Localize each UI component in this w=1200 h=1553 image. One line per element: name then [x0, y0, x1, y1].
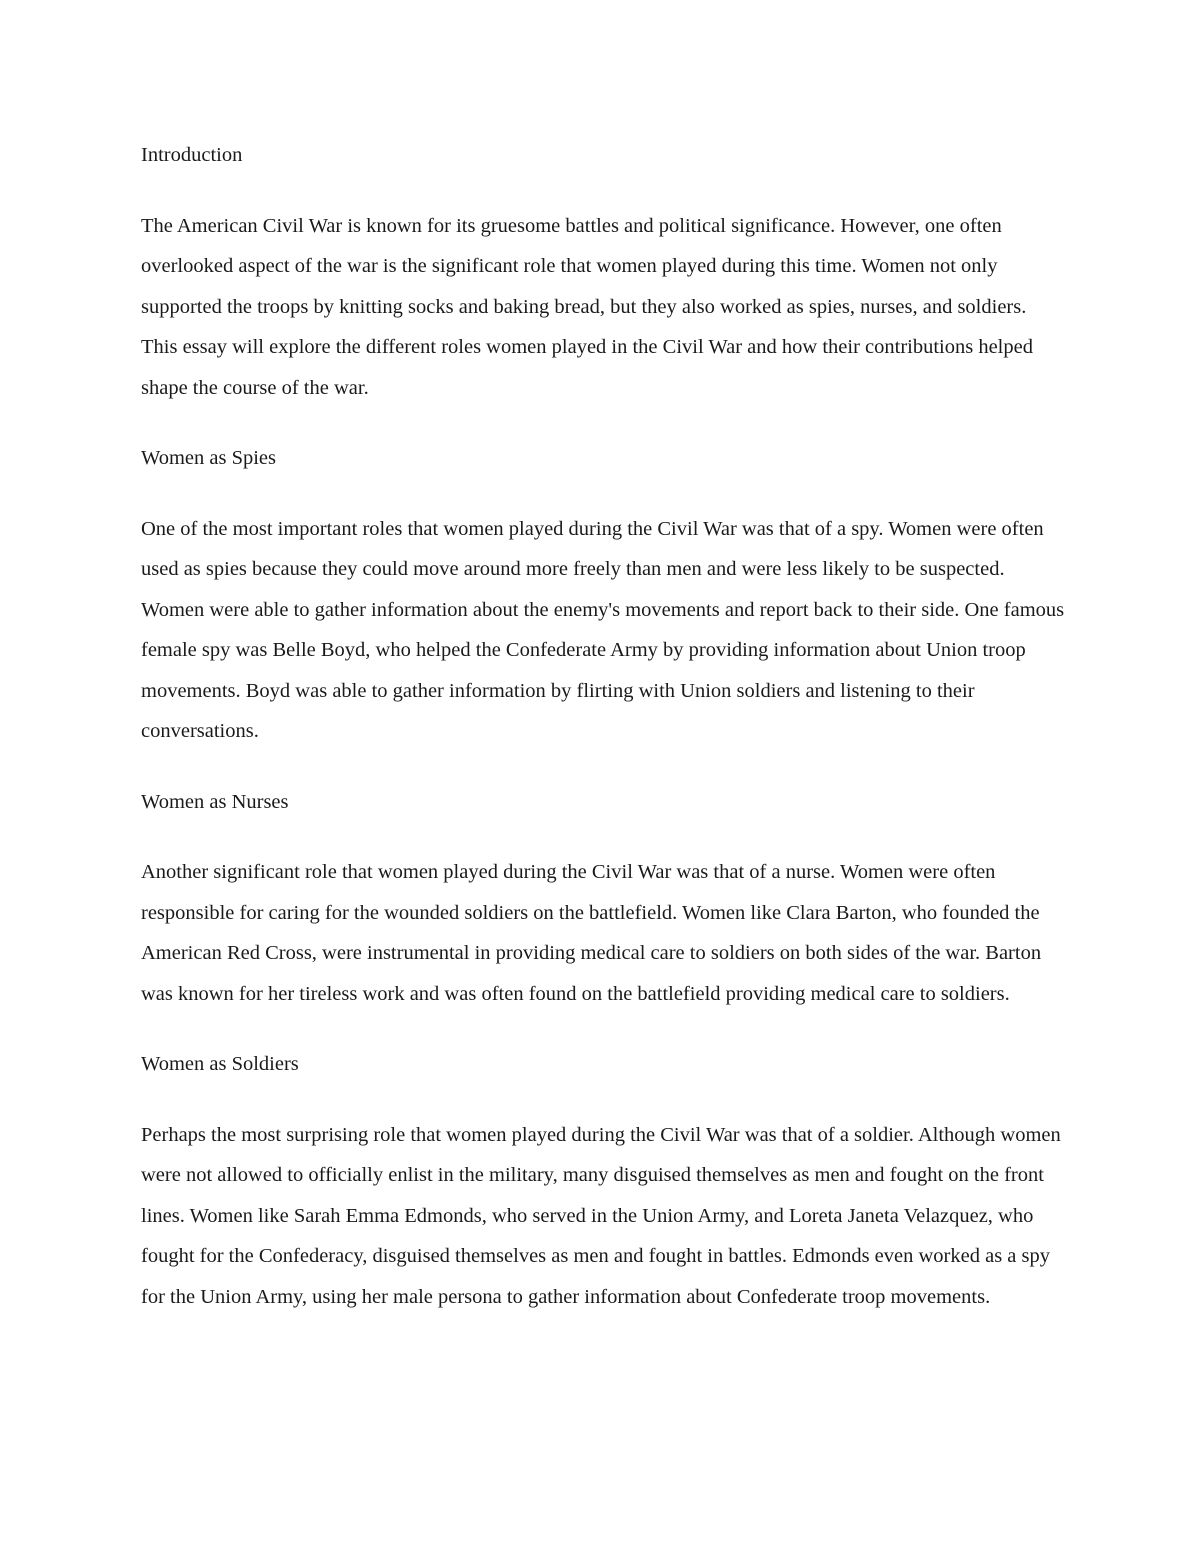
section-paragraph-nurses: Another significant role that women played during the Civil War was that of a nurse. Women were often responsible for caring for the wounded soldiers on the battlefield. Women like Clara Barton, who founded the American Red Cross, were instrumental in providing medical care to soldiers on both sides of the war. Barton was known for her tireless work and was often found on the battlefield providing medical care to soldiers.	[141, 861, 1042, 1005]
section-heading-introduction: Introduction	[141, 144, 243, 166]
document-body	[141, 135, 1066, 1347]
section-heading-nurses: Women as Nurses	[141, 790, 289, 813]
section-heading-spies: Women as Spies	[141, 447, 277, 469]
section-paragraph-soldiers: Perhaps the most surprising role that women played during the Civil War was that of a soldier. Although women were not allowed to officially enlist in the military, many disguised themselves as men and fought on the front lines. Women like Sarah Emma Edmonds, who served in the Union Army, and Loreta Janeta Velazquez, who fought for the Confederacy, disguised themselves as men and fought in battles. Edmonds even worked as a spy for the Union Army, using her male persona to gather information about Confederate troop movements.	[141, 1123, 1061, 1308]
section-paragraph-spies: One of the most important roles that women played during the Civil War was that of a spy. Women were often used as spies because they could move around more freely than men and were less likely to be suspected. Women were able to gather information about the enemy's movements and report back to their side. One famous female spy was Belle Boyd, who helped the Confederate Army by providing information about Union troop movements. Boyd was able to gather information by flirting with Union soldiers and listening to their conversations.	[141, 517, 1065, 742]
section-paragraph-introduction: The American Civil War is known for its gruesome battles and political significance. However, one often overlooked aspect of the war is the significant role that women played during this time. Women not only supported the troops by knitting socks and baking bread, but they also worked as spies, nurses, and soldiers. This essay will explore the different roles women played in the Civil War and how their contributions helped shape the course of the war.	[141, 214, 1033, 399]
section-heading-soldiers: Women as Soldiers	[141, 1053, 299, 1075]
